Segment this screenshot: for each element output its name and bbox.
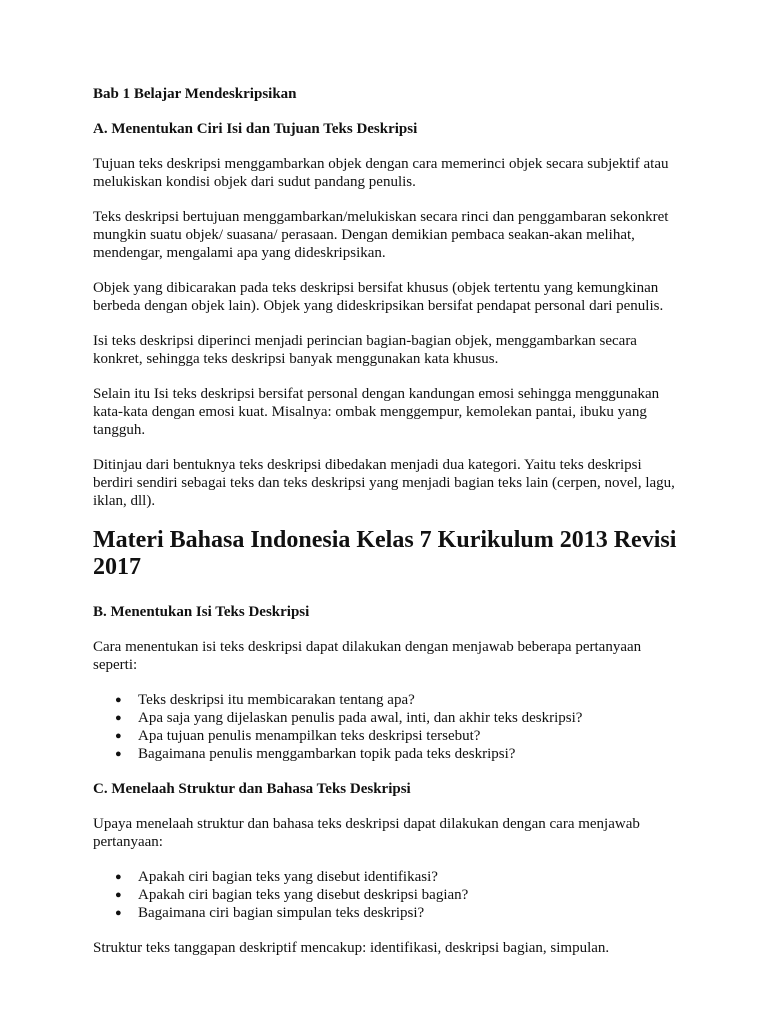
section-b-bullet-list	[93, 691, 683, 763]
list-item	[93, 709, 683, 727]
section-c-closing: Struktur teks tanggapan deskriptif mencakup: identifikasi, deskripsi bagian, simpulan.	[93, 940, 610, 956]
list-item	[93, 886, 683, 904]
list-item-text: Apakah ciri bagian teks yang disebut identifikasi?	[138, 869, 438, 885]
bullet-icon: ●	[115, 694, 122, 706]
list-item-text: Apakah ciri bagian teks yang disebut deskripsi bagian?	[138, 887, 469, 903]
section-a-paragraph-3: Objek yang dibicarakan pada teks deskripsi bersifat khusus (objek tertentu yang kemungkinan berbeda dengan objek lain). Objek yang dideskripsikan bersifat pendapat personal dari penulis.	[93, 280, 664, 314]
list-item	[93, 868, 683, 886]
section-a-paragraph-1: Tujuan teks deskripsi menggambarkan objek dengan cara memerinci objek secara subjektif atau melukiskan kondisi objek dari sudut pandang penulis.	[93, 156, 669, 190]
list-item-text: Bagaimana penulis menggambarkan topik pada teks deskripsi?	[138, 746, 516, 762]
list-item-text: Teks deskripsi itu membicarakan tentang apa?	[138, 692, 415, 708]
list-item	[93, 745, 683, 763]
section-b-intro: Cara menentukan isi teks deskripsi dapat dilakukan dengan menjawab beberapa pertanyaan seperti:	[93, 639, 642, 673]
bullet-icon: ●	[115, 907, 122, 919]
list-item	[93, 691, 683, 709]
section-c-intro: Upaya menelaah struktur dan bahasa teks deskripsi dapat dilakukan dengan cara menjawab pertanyaan:	[93, 816, 640, 850]
section-b-heading: B. Menentukan Isi Teks Deskripsi	[93, 604, 310, 620]
section-a-paragraph-2: Teks deskripsi bertujuan menggambarkan/melukiskan secara rinci dan penggambaran sekonkret mungkin suatu objek/ suasana/ perasaan. Dengan demikian pembaca seakan-akan melihat, mendengar, mengalami apa yang dideskripsikan.	[93, 209, 669, 261]
list-item-text: Apa tujuan penulis menampilkan teks deskripsi tersebut?	[138, 728, 481, 744]
list-item	[93, 727, 683, 745]
bullet-icon: ●	[115, 730, 122, 742]
page-title: Materi Bahasa Indonesia Kelas 7 Kurikulum 2013 Revisi 2017	[93, 527, 677, 580]
section-a-paragraph-4: Isi teks deskripsi diperinci menjadi perincian bagian-bagian objek, menggambarkan secara konkret, sehingga teks deskripsi banyak menggunakan kata khusus.	[93, 333, 637, 367]
chapter-title: Bab 1 Belajar Mendeskripsikan	[93, 86, 297, 102]
section-a-paragraph-5: Selain itu Isi teks deskripsi bersifat personal dengan kandungan emosi sehingga menggunakan kata-kata dengan emosi kuat. Misalnya: ombak menggempur, kemolekan pantai, ibuku yang tangguh.	[93, 386, 660, 438]
list-item-text: Apa saja yang dijelaskan penulis pada awal, inti, dan akhir teks deskripsi?	[138, 710, 583, 726]
bullet-icon: ●	[115, 871, 122, 883]
bullet-icon: ●	[115, 889, 122, 901]
section-c-bullet-list	[93, 868, 683, 922]
section-a-paragraph-6: Ditinjau dari bentuknya teks deskripsi dibedakan menjadi dua kategori. Yaitu teks deskripsi berdiri sendiri sebagai teks dan teks deskripsi yang menjadi bagian teks lain (cerpen, novel, lagu, iklan, dll).	[93, 457, 675, 509]
bullet-icon: ●	[115, 712, 122, 724]
document-page	[93, 85, 683, 974]
section-c-heading: C. Menelaah Struktur dan Bahasa Teks Deskripsi	[93, 781, 411, 797]
list-item-text: Bagaimana ciri bagian simpulan teks deskripsi?	[138, 905, 425, 921]
bullet-icon: ●	[115, 748, 122, 760]
section-a-heading: A. Menentukan Ciri Isi dan Tujuan Teks Deskripsi	[93, 121, 418, 137]
list-item	[93, 904, 683, 922]
